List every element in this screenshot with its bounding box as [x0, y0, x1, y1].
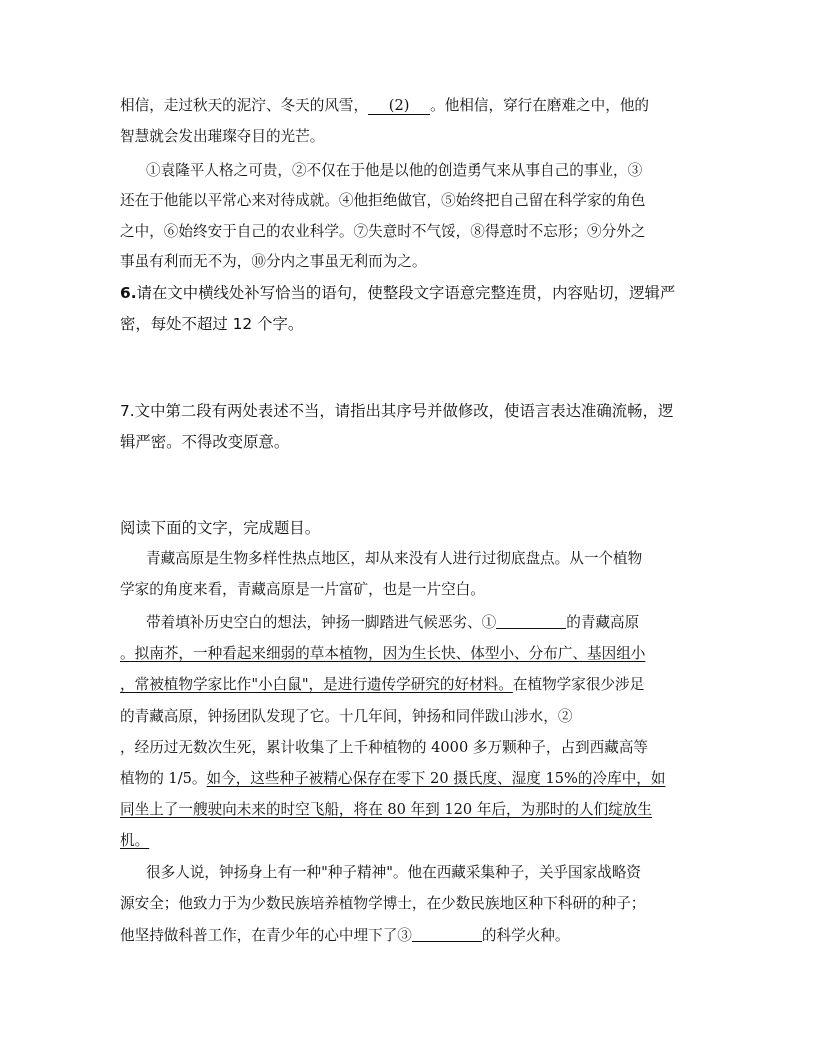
question-number: 6.	[120, 284, 137, 302]
reading-p3-line-2: 源安全；他致力于为少数民族培养植物学博士，在少数民族地区种下科研的种子；	[120, 895, 646, 912]
underlined-sentence: 如今，这些种子被精心保存在零下 20 摄氏度、湿度 15%的冷库中，如	[206, 770, 666, 787]
text-segment: 相信，走过秋天的泥泞、冬天的风雪，	[120, 97, 369, 114]
passage1-line-4: 还在于他能以平常心来对待成就。④他拒绝做官，⑤始终把自己留在科学家的角色	[120, 192, 646, 209]
text-segment: 植物的 1/5。	[120, 770, 207, 787]
question-6-line-1	[120, 283, 675, 303]
reading-p2-line-2: 。拟南芥，一种看起来细弱的草本植物，因为生长快、体型小、分布广、基因组小	[120, 645, 646, 662]
text-segment: 在植物学家很少涉足	[512, 676, 645, 693]
blank-label: (2)	[388, 97, 410, 114]
passage1-line-5: 之中，⑥始终安于自己的农业科学。⑦失意时不气馁，⑧得意时不忘形；⑨分外之	[120, 223, 646, 240]
reading-p2-line-8: 机。	[120, 832, 150, 849]
reading-p2-line-5: ，经历过无数次生死，累计收集了上千种植物的 4000 多万颗种子，占到西藏高等	[120, 739, 649, 756]
reading-p1-line-2: 学家的角度来看，青藏高原是一片富矿，也是一片空白。	[120, 581, 485, 598]
passage1-line-6: 事虽有利而无不为，⑩分内之事虽无利而为之。	[120, 253, 427, 270]
underlined-sentence: ，常被植物学家比作"小白鼠"，是进行遗传学研究的好材料。	[120, 676, 513, 693]
reading-p2-line-6	[120, 769, 665, 789]
reading-p2-line-7: 同坐上了一艘驶向未来的时空飞船，将在 80 年到 120 年后，为那时的人们绽放生	[120, 801, 652, 818]
text-segment: 带着填补历史空白的想法，钟扬一脚踏进气候恶劣、①	[146, 614, 497, 631]
passage1-line-1	[120, 96, 649, 116]
text-segment: 他坚持做科普工作，在青少年的心中埋下了③	[120, 927, 412, 944]
passage1-line-3: ①袁隆平人格之可贵，②不仅在于他是以他的创造勇气来从事自己的事业，③	[146, 162, 643, 179]
question-6-line-2: 密，每处不超过 12 个字。	[120, 315, 304, 333]
reading-p3-line-1: 很多人说，钟扬身上有一种"种子精神"。他在西藏采集种子，关乎国家战略资	[146, 864, 642, 881]
passage1-line-2: 智慧就会发出璀璨夺目的光芒。	[120, 128, 325, 145]
fill-blank-3[interactable]	[412, 926, 482, 942]
text-segment: 的科学火种。	[481, 927, 570, 944]
reading-p2-line-3	[120, 675, 644, 695]
reading-p2-line-4: 的青藏高原，钟扬团队发现了它。十几年间，钟扬和同伴跋山涉水，②	[120, 708, 573, 725]
question-7-line-2: 辑严密。不得改变原意。	[120, 433, 290, 451]
question-7-line-1: 7.文中第二段有两处表述不当，请指出其序号并做修改，使语言表达准确流畅，逻	[120, 402, 674, 420]
text-segment: 。他相信，穿行在磨难之中，他的	[430, 97, 650, 114]
fill-blank-1[interactable]	[496, 613, 566, 629]
reading-intro: 阅读下面的文字，完成题目。	[120, 519, 321, 537]
reading-p1-line-1: 青藏高原是生物多样性热点地区，却从来没有人进行过彻底盘点。从一个植物	[146, 550, 643, 567]
text-segment: 的青藏高原	[566, 614, 640, 631]
fill-blank-2[interactable]	[368, 98, 430, 115]
reading-p3-line-3	[120, 926, 569, 946]
question-text: 请在文中横线处补写恰当的语句，使整段文字语意完整连贯，内容贴切，逻辑严	[136, 284, 676, 302]
reading-p2-line-1	[146, 613, 639, 633]
